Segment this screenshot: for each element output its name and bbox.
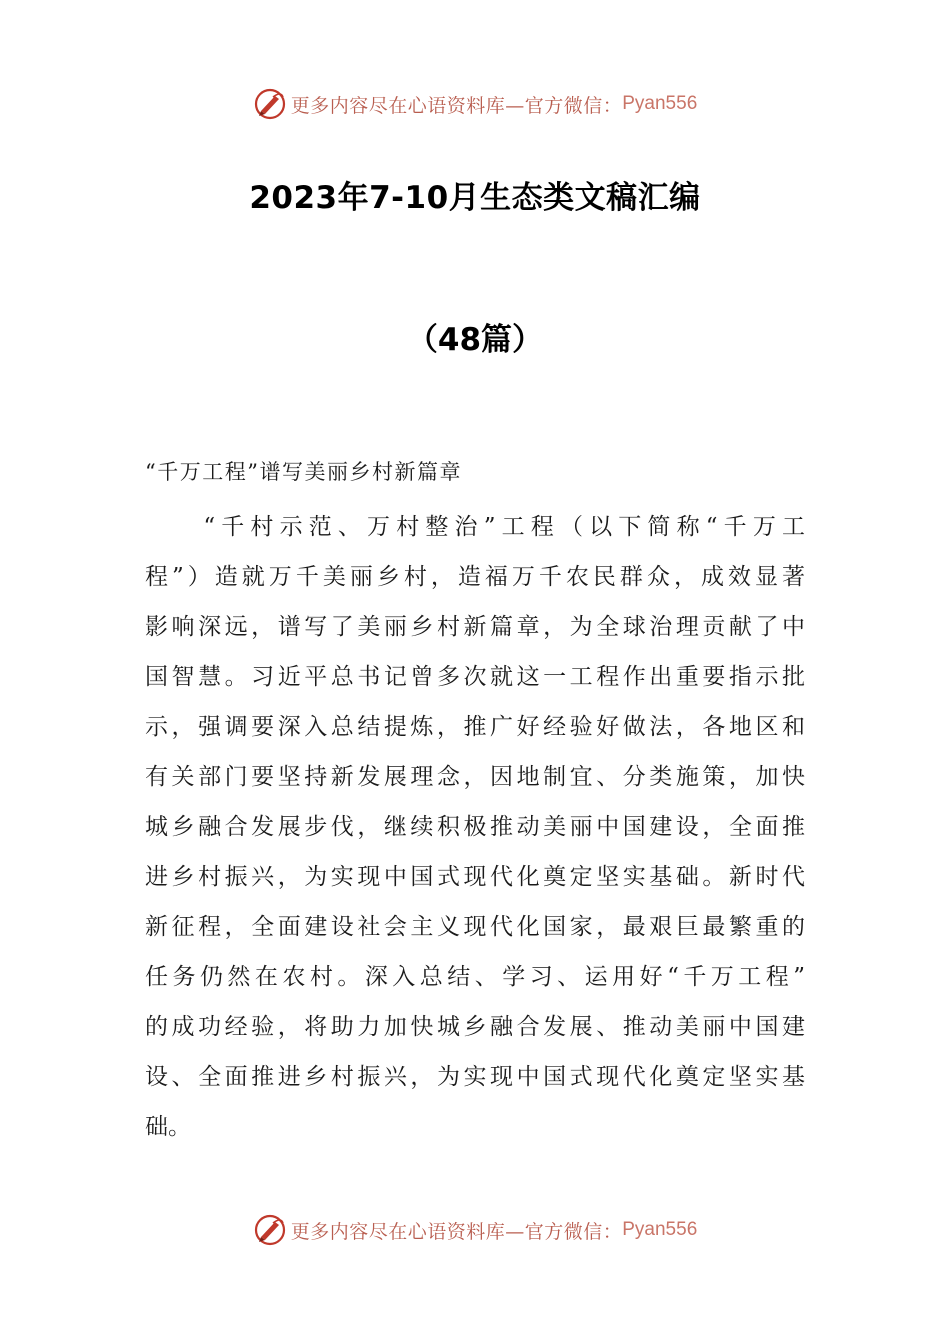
article-heading: “千万工程”谱写美丽乡村新篇章 [145,460,462,484]
document-subtitle: （48篇） [406,322,544,358]
paragraph-line: 进乡村振兴，为实现中国式现代化奠定坚实基础。新时代 [145,864,805,890]
banner-text: 更多内容尽在心语资料库—官方微信： [290,1220,623,1243]
document-title: 2023年7-10月生态类文稿汇编 [249,180,701,216]
wechat-id: Pyan556 [622,1219,698,1240]
pen-logo-icon [253,1213,287,1247]
paragraph-line: 的成功经验，将助力加快城乡融合发展、推动美丽中国建 [145,1014,805,1040]
article-paragraph [145,502,805,1152]
paragraph-line: 示，强调要深入总结提炼，推广好经验好做法，各地区和 [145,714,805,740]
paragraph-line: 础。 [145,1114,191,1140]
paragraph-line: 新征程，全面建设社会主义现代化国家，最艰巨最繁重的 [145,914,805,940]
paragraph-line: 影响深远，谱写了美丽乡村新篇章，为全球治理贡献了中 [145,614,805,640]
header-banner [0,84,950,124]
paragraph-line: 城乡融合发展步伐，继续积极推动美丽中国建设，全面推 [145,814,805,840]
paragraph-line: 有关部门要坚持新发展理念，因地制宜、分类施策，加快 [145,764,805,790]
pen-logo-icon [253,87,287,121]
paragraph-line: 任务仍然在农村。深入总结、学习、运用好“千万工程” [145,964,805,990]
paragraph-line: 设、全面推进乡村振兴，为实现中国式现代化奠定坚实基 [145,1064,805,1090]
paragraph-line: 国智慧。习近平总书记曾多次就这一工程作出重要指示批 [145,664,805,690]
paragraph-line: 程”）造就万千美丽乡村，造福万千农民群众，成效显著 [145,564,805,590]
footer-banner [0,1210,950,1250]
paragraph-line: “千村示范、万村整治”工程（以下简称“千万工 [145,514,805,540]
banner-text: 更多内容尽在心语资料库—官方微信： [290,94,623,117]
wechat-id: Pyan556 [622,93,698,114]
